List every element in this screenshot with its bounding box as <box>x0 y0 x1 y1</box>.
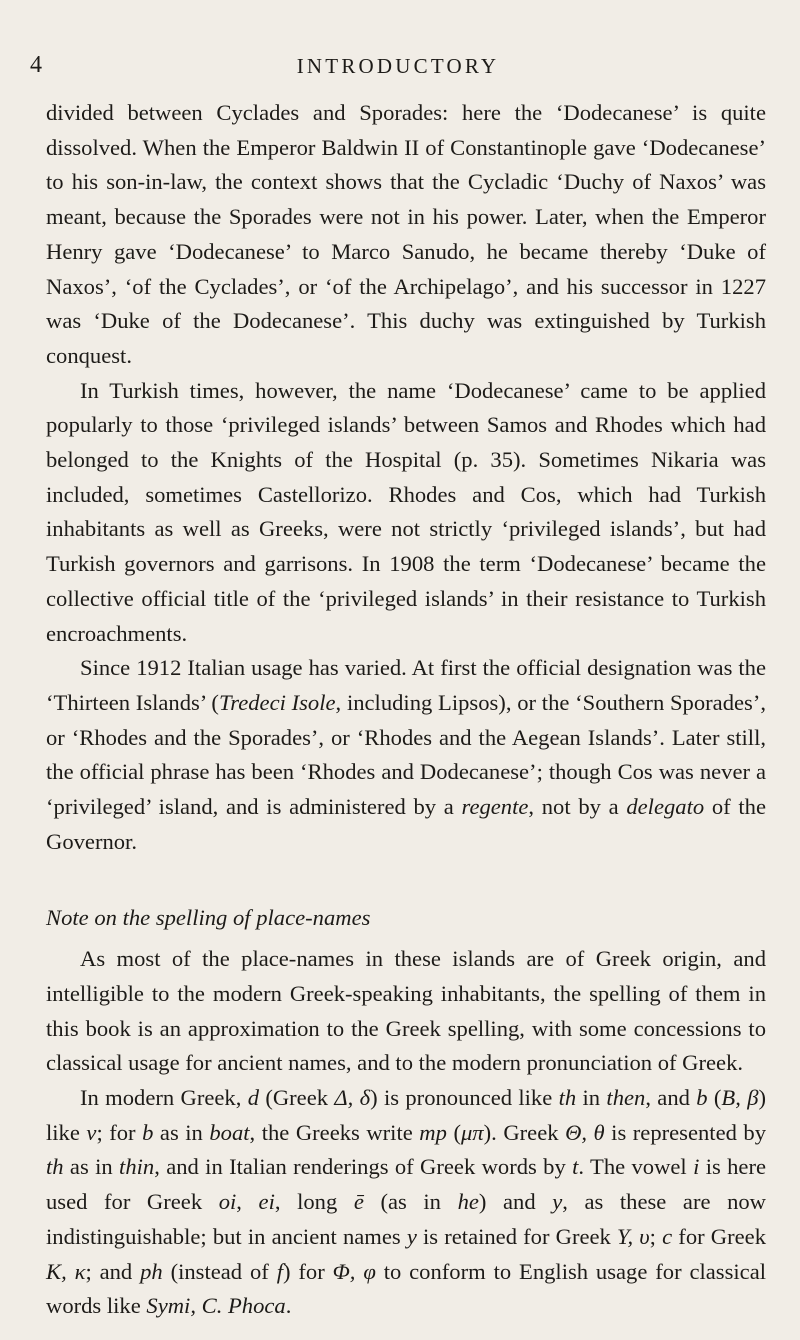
text-run: In Turkish times, however, the name ‘Dodecanese’ came to be applied popularly to those ‘privileged islands’ between Samos and Rhodes which had belonged to the Knights of the Hospital (p. 35). Sometimes Nikaria was included, sometimes Castellorizo. Rhodes and Cos, which had Turkish inhabitants as well as Greeks, were not strictly ‘privileged islands’, but had Turkish governors and garrisons. In 1908 the term ‘Dodecanese’ became the collective official title of the ‘privileged islands’ in their resistance to Turkish encroachments. <box>46 377 766 646</box>
italic-text: regente <box>461 794 529 820</box>
italic-text: y <box>406 1223 417 1249</box>
italic-text: d <box>247 1084 259 1110</box>
text-run: ). Greek <box>483 1119 566 1145</box>
text-run: as in <box>63 1154 120 1180</box>
italic-text: μπ <box>460 1119 484 1145</box>
italic-text: Θ, θ <box>565 1119 605 1145</box>
text-run: ; <box>649 1223 663 1249</box>
italic-text: Δ, δ <box>334 1084 371 1110</box>
section-heading: Note on the spelling of place-names <box>46 905 371 931</box>
text-run: ) like <box>46 1084 766 1145</box>
text-run: ; and <box>85 1258 141 1284</box>
italic-text: delegato <box>626 794 705 820</box>
text-run: ) is pronounced like <box>370 1084 559 1110</box>
text-run: (as in <box>363 1189 458 1215</box>
text-run: of the Governor. <box>46 794 766 854</box>
text-run: In modern Greek, <box>80 1084 248 1110</box>
italic-text: ph <box>140 1258 163 1284</box>
italic-text: v <box>86 1119 97 1145</box>
text-run: , long <box>274 1189 354 1215</box>
italic-text: K, κ <box>46 1258 86 1284</box>
italic-text: th <box>558 1084 577 1110</box>
text-run: , including Lipsos), or the ‘Southern Sporades’, or ‘Rhodes and the Sporades’, or ‘Rhodes and the Aegean Islands’. Later still, the official phrase has been ‘Rhodes and Dodecanese’; though Cos was never a ‘privileged’ island, and is administered by a <box>46 689 766 820</box>
italic-text: Tredeci Isole <box>218 689 336 715</box>
italic-text: t <box>572 1154 579 1180</box>
text-run: is represented by <box>604 1119 767 1145</box>
text-run: Since 1912 Italian usage has varied. At first the official designation was the ‘Thirteen Islands’ ( <box>46 655 766 715</box>
text-run: ( <box>707 1084 722 1110</box>
text-run: , the Greeks write <box>249 1119 420 1145</box>
italic-text: Symi, C. Phoca <box>146 1293 286 1319</box>
italic-text: Φ, φ <box>332 1258 376 1284</box>
text-run: in <box>576 1084 607 1110</box>
text-run: , not by a <box>528 794 627 820</box>
italic-text: B, β <box>721 1084 759 1110</box>
paragraph <box>46 942 766 1081</box>
running-head: INTRODUCTORY <box>296 54 500 78</box>
text-run: . <box>285 1293 292 1319</box>
italic-text: mp <box>419 1119 447 1145</box>
text-run: is here used for Greek <box>46 1154 767 1215</box>
italic-text: b <box>696 1084 708 1110</box>
italic-text: Y, υ <box>617 1223 650 1249</box>
page-number: 4 <box>30 52 42 78</box>
paragraph <box>46 374 766 652</box>
text-run: ; for <box>96 1119 143 1145</box>
text-run: for Greek <box>672 1223 766 1249</box>
text-run: to conform to English usage for classical words like <box>46 1258 767 1319</box>
italic-text: he <box>457 1189 479 1215</box>
italic-text: f <box>276 1258 283 1284</box>
text-run: ) and <box>478 1189 553 1215</box>
page-header <box>30 52 766 82</box>
italic-text: y <box>552 1189 563 1215</box>
text-run: is retained for Greek <box>416 1223 617 1249</box>
italic-text: ei <box>258 1189 275 1215</box>
italic-text: th <box>46 1154 64 1180</box>
italic-text: thin <box>119 1154 155 1180</box>
italic-text: ē <box>353 1189 364 1215</box>
text-run: as in <box>153 1119 210 1145</box>
text-run: . The vowel <box>578 1154 694 1180</box>
italic-text: c <box>662 1223 673 1249</box>
italic-text: i <box>693 1154 700 1180</box>
text-run: , <box>236 1189 259 1215</box>
text-run: (instead of <box>162 1258 277 1284</box>
text-run: ( <box>446 1119 461 1145</box>
paragraph <box>46 651 766 859</box>
text-run: As most of the place-names in these islands are of Greek origin, and intelligible to the modern Greek-speaking inhabitants, the spelling of them in this book is an approximation to the Greek spelling, with some concessions to classical usage for ancient names, and to the modern pronunciation of Greek. <box>46 946 766 1076</box>
text-run: divided between Cyclades and Sporades: here the ‘Dodecanese’ is quite dissolved. When the Emperor Baldwin II of Constantinople gave ‘Dodecanese’ to his son-in-law, the context shows that the Cycladic ‘Duchy of Naxos’ was meant, because the Sporades were not in his power. Later, when the Emperor Henry gave ‘Dodecanese’ to Marco Sanudo, he became thereby ‘Duke of Naxos’, ‘of the Cyclades’, or ‘of the Archipelago’, and his successor in 1227 was ‘Duke of the Dodecanese’. This duchy was extinguished by Turkish conquest. <box>46 100 766 368</box>
italic-text: boat <box>209 1119 250 1145</box>
text-run: , as these are now indistinguishable; but in ancient names <box>46 1189 766 1249</box>
text-run: (Greek <box>258 1084 335 1110</box>
body-text <box>46 96 766 1324</box>
text-run: , and in Italian renderings of Greek words by <box>154 1154 573 1180</box>
text-run: ) for <box>282 1258 333 1284</box>
italic-text: b <box>142 1119 154 1145</box>
text-run: , and <box>645 1084 697 1110</box>
italic-text: then <box>606 1084 646 1110</box>
paragraph <box>46 1081 766 1324</box>
italic-text: oi <box>218 1189 237 1215</box>
paragraph <box>46 96 766 374</box>
